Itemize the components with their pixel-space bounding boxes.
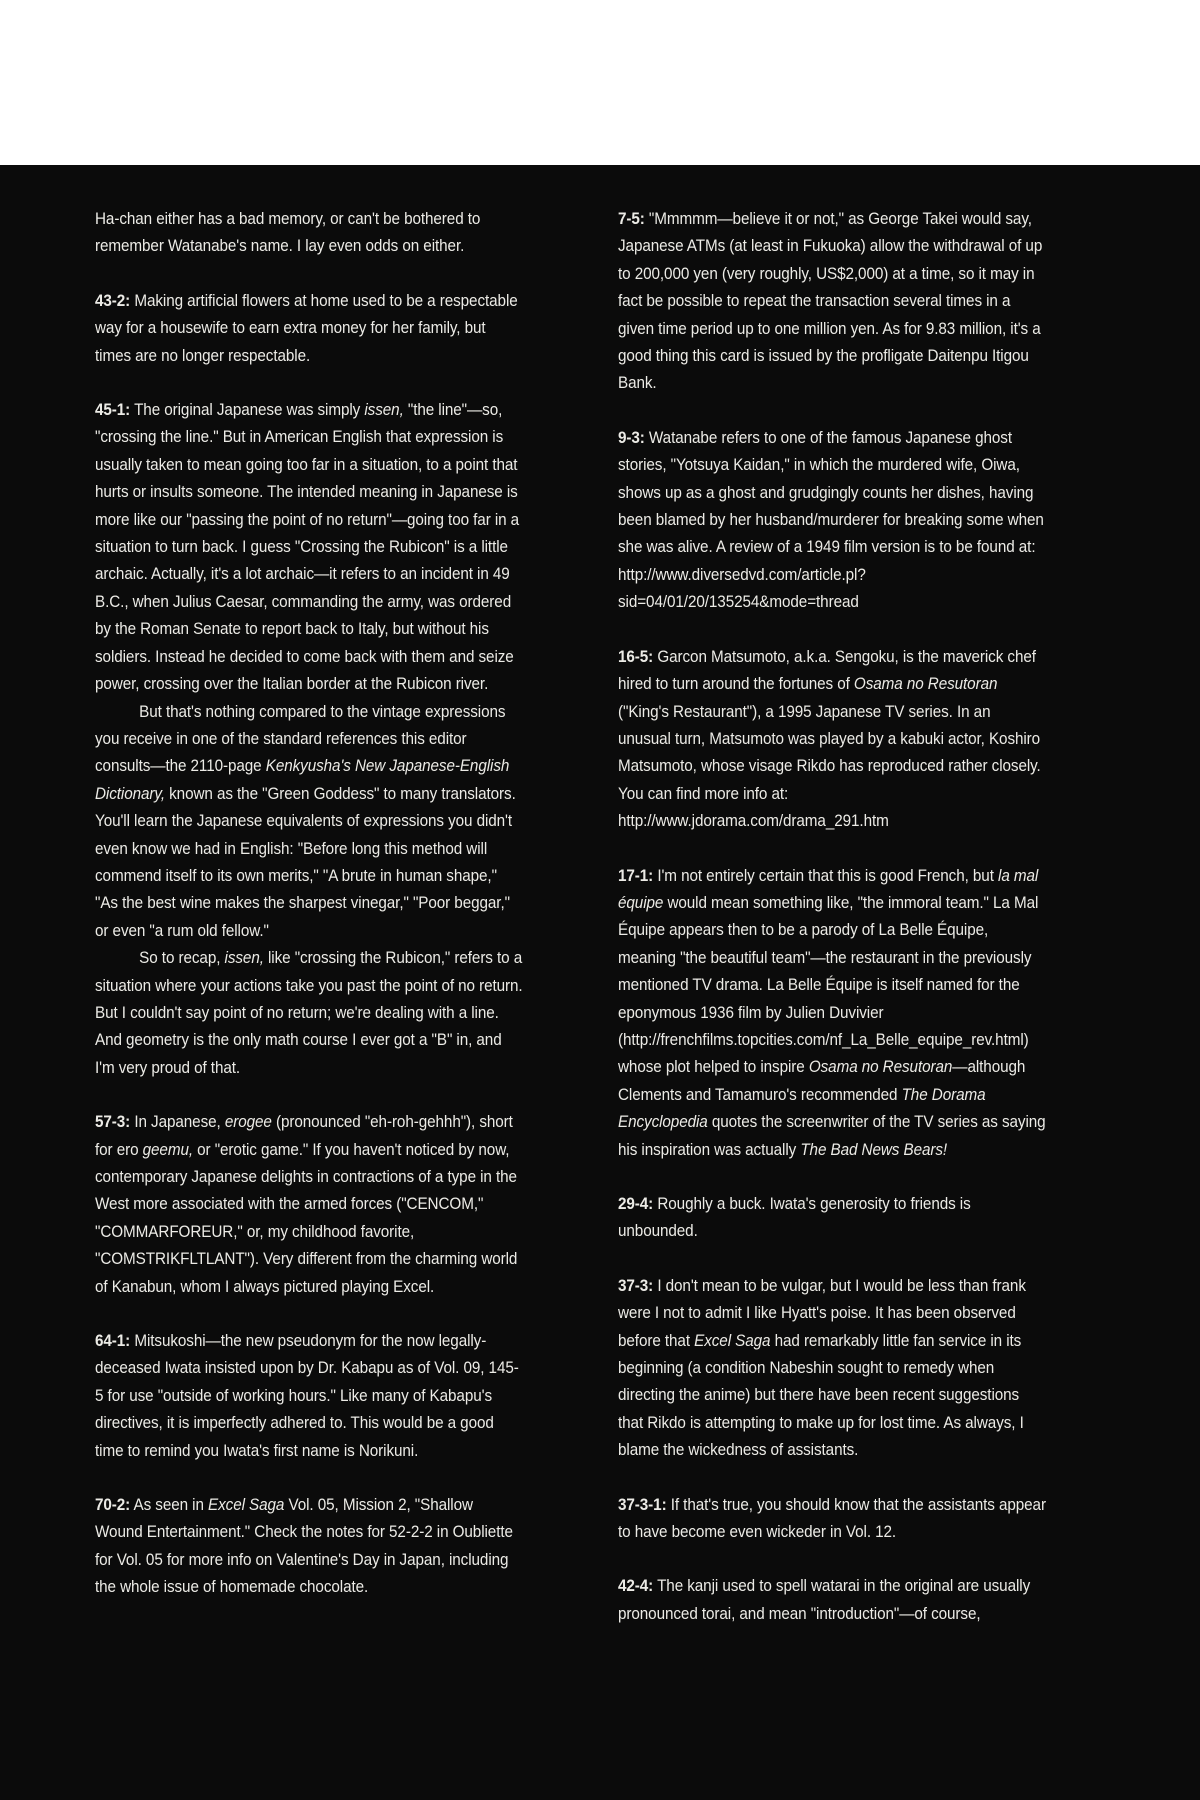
note-text: had remarkably little fan service in its beginning (a condition Nabeshin sought to remedy when directing the anime) but there have been recent suggestions that Rikdo is attempting to make up for lost time. As always, I blame the wickedness of assistants. [618, 1330, 1024, 1460]
italic-title-text: The Bad News Bears! [800, 1139, 948, 1159]
note-text: would mean something like, "the immoral team." La Mal Équipe appears then to be a parody of La Belle Équipe, meaning "the beautiful team"—the restaurant in the previously mentioned TV drama. La Belle Équipe is itself named for the eponymous 1936 film by Julien Duvivier (http://frenchfilms.topcities.com/nf_La_Belle_equipe_rev.html) whose plot helped to inspire [618, 892, 1039, 1077]
note-text: I don't mean to be vulgar, but I would be less than frank were I not to admit I like Hyatt's poise. It has been observed before that [618, 1275, 1026, 1350]
note-paragraph [95, 287, 524, 369]
note-entry [618, 643, 1047, 835]
italic-title-text: Kenkyusha's New Japanese-English Dictionary, [95, 756, 510, 803]
note-entry [618, 862, 1047, 1163]
note-paragraph [95, 1491, 524, 1601]
note-text: Garcon Matsumoto, a.k.a. Sengoku, is the maverick chef hired to turn around the fortunes of [618, 646, 1036, 694]
note-text: Ha-chan either has a bad memory, or can't be bothered to remember Watanabe's name. I lay even odds on either. [95, 209, 481, 256]
note-text: The original Japanese was simply [130, 400, 365, 420]
note-reference: 57-3: [95, 1112, 131, 1132]
note-paragraph [618, 1190, 1047, 1245]
note-entry [95, 205, 524, 260]
note-text: "Mmmmm—believe it or not," as George Takei would say, Japanese ATMs (at least in Fukuoka) allow the withdrawal of up to 200,000 yen (very roughly, US$2,000) at a time, so it may in fact be possible to repeat the transaction several times in a given time period up to one million yen. As for 9.83 million, it's a good thing this card is issued by the profligate Daitenpu Itigou Bank. [618, 209, 1043, 393]
note-entry [618, 1572, 1047, 1627]
note-entry [95, 1327, 524, 1464]
note-reference: 42-4: [618, 1576, 654, 1596]
note-text: ("King's Restaurant"), a 1995 Japanese TV series. In an unusual turn, Matsumoto was played by a kabuki actor, Koshiro Matsumoto, whose visage Rikdo has reproduced rather closely. You can find more info at: http://www.jdorama.com/drama_291.htm [618, 701, 1041, 831]
note-text: I'm not entirely certain that this is good French, but [653, 865, 999, 885]
note-paragraph [618, 1572, 1047, 1627]
note-reference: 16-5: [618, 646, 654, 666]
note-paragraph [618, 1491, 1047, 1546]
note-reference: 37-3-1: [618, 1494, 667, 1514]
note-text: So to recap, [139, 948, 225, 968]
note-text: like "crossing the Rubicon," refers to a situation where your actions take you past the point of no return. But I couldn't say point of no return; we're dealing with a line. And geometry is the only math course I ever got a "B" in, and I'm very proud of that. [95, 948, 523, 1077]
note-paragraph [618, 205, 1047, 397]
note-entry [618, 1190, 1047, 1245]
note-reference: 37-3: [618, 1275, 654, 1295]
italic-title-text: Osama no Resutoran [853, 674, 998, 694]
note-reference: 17-1: [618, 865, 654, 885]
note-reference: 45-1: [95, 400, 131, 420]
note-text: known as the "Green Goddess" to many translators. You'll learn the Japanese equivalents of expressions you didn't even know we had in English: "Before long this method will commend itself to its own merits," "A brute in human shape," "As the best wine makes the sharpest vinegar," "Poor beggar," or even "a rum old fellow." [95, 783, 516, 940]
note-reference: 29-4: [618, 1194, 654, 1213]
note-text: As seen in [130, 1495, 209, 1515]
note-text: Mitsukoshi—the new pseudonym for the now legally-deceased Iwata insisted upon by Dr. Kabapu as of Vol. 09, 145-5 for use "outside of working hours." Like many of Kabapu's directives, it is imperfectly adhered to. This would be a good time to remind you Iwata's first name is Norikuni. [95, 1331, 519, 1460]
italic-title-text: The Dorama Encyclopedia [618, 1084, 986, 1132]
note-text: or "erotic game." If you haven't noticed by now, contemporary Japanese delights in contractions of a type in the West more associated with the armed forces ("CENCOM," "COMMARFOREUR," or, my childhood favorite, "COMSTRIKFLTLANT"). Very different from the charming world of Kanabun, whom I always pictured playing Excel. [95, 1139, 518, 1296]
note-entry [95, 1108, 524, 1300]
note-reference: 64-1: [95, 1331, 131, 1351]
note-paragraph [95, 1108, 524, 1300]
note-entry [618, 424, 1047, 616]
note-text: "the line"—so, "crossing the line." But in American English that expression is usually taken to mean going too far in a situation, to a point that hurts or insults someone. The intended meaning in Japanese is more like our "passing the point of no return"—going too far in a situation to turn back. I guess "Crossing the Rubicon" is a little archaic. Actually, it's a lot archaic—it refers to an incident in 49 B.C., when Julius Caesar, commanding the army, was ordered by the Roman Senate to report back to Italy, but without his soldiers. Instead he decided to come back with them and seize power, crossing over the Italian border at the Rubicon river. [95, 400, 520, 694]
note-entry [618, 205, 1047, 397]
note-paragraph [95, 944, 524, 1081]
italic-title-text: issen, [364, 400, 404, 420]
note-text: If that's true, you should know that the assistants appear to have become even wickeder in Vol. 12. [618, 1494, 1046, 1542]
note-text: Making artificial flowers at home used to be a respectable way for a housewife to earn extra money for her family, but times are no longer respectable. [95, 290, 518, 365]
italic-title-text: geemu, [142, 1139, 194, 1159]
note-reference: 70-2: [95, 1495, 131, 1515]
note-text: Vol. 05, Mission 2, "Shallow Wound Entertainment." Check the notes for 52-2-2 in Oubliette for Vol. 05 for more info on Valentine's Day in Japan, including the whole issue of homemade chocolate. [95, 1495, 513, 1597]
note-reference: 9-3: [618, 427, 645, 447]
note-entry [618, 1491, 1047, 1546]
note-text: In Japanese, [130, 1112, 225, 1132]
left-column [95, 205, 524, 1628]
note-text: (pronounced "eh-roh-gehhh"), short for ero [95, 1112, 513, 1159]
italic-title-text: Excel Saga [208, 1495, 285, 1515]
italic-title-text: issen, [224, 948, 264, 968]
italic-title-text: la mal équipe [618, 865, 1039, 912]
note-text: But that's nothing compared to the vintage expressions you receive in one of the standard references this editor consults—the 2110-page [95, 701, 506, 776]
note-paragraph [95, 1327, 524, 1464]
note-entry [95, 1491, 524, 1601]
note-paragraph [618, 643, 1047, 835]
note-text: —although Clements and Tamamuro's recommended [618, 1057, 1026, 1104]
italic-title-text: Osama no Resutoran [808, 1057, 953, 1077]
note-reference: 43-2: [95, 290, 131, 310]
note-paragraph [618, 1272, 1047, 1464]
note-entry [618, 1272, 1047, 1464]
italic-title-text: Excel Saga [694, 1330, 771, 1350]
note-entry [95, 396, 524, 1081]
note-text: quotes the screenwriter of the TV series as saying his inspiration was actually [618, 1112, 1046, 1159]
note-paragraph [618, 424, 1047, 616]
right-column [618, 205, 1047, 1654]
note-text: Watanabe refers to one of the famous Japanese ghost stories, "Yotsuya Kaidan," in which the murdered wife, Oiwa, shows up as a ghost and grudgingly counts her dishes, having been blamed by her husband/murderer for breaking some when she was alive. A review of a 1949 film version is to be found at: http://www.diversedvd.com/article.pl?sid=04/01/20/135254&mode=thread [618, 427, 1044, 612]
italic-title-text: erogee [224, 1112, 272, 1132]
note-entry [95, 287, 524, 369]
note-paragraph [95, 396, 524, 697]
note-paragraph [95, 698, 524, 945]
note-paragraph [95, 205, 524, 260]
note-paragraph [618, 862, 1047, 1163]
note-reference: 7-5: [618, 209, 645, 228]
note-text: The kanji used to spell watarai in the original are usually pronounced torai, and mean "introduction"—of course, [618, 1576, 1031, 1623]
note-text: Roughly a buck. Iwata's generosity to friends is unbounded. [618, 1194, 971, 1241]
